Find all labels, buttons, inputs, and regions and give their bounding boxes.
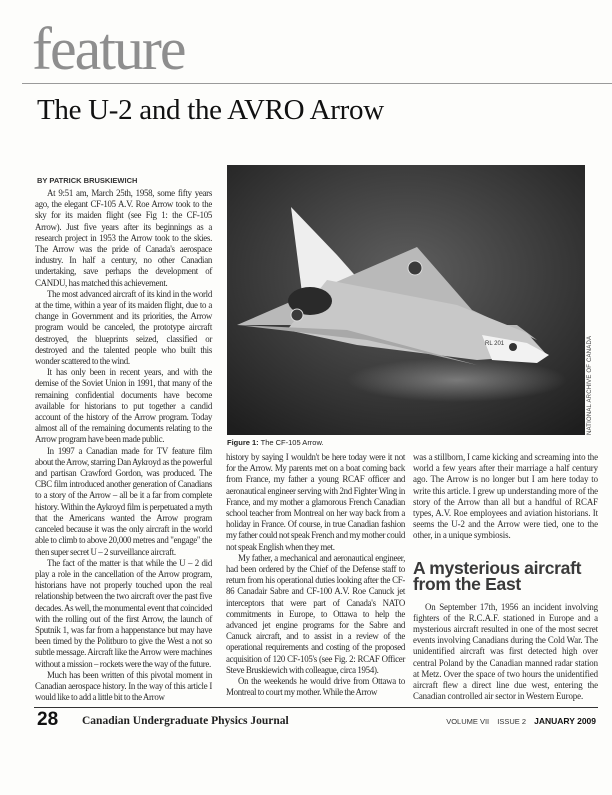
roundel [291,309,303,321]
caption-text: The CF-105 Arrow. [260,438,324,447]
figure-caption [227,438,324,448]
roundel [408,261,422,275]
paragraph: At 9:51 am, March 25th, 1958, some fifty years ago, the elegant CF-105 A.V. Roe Arrow took to the sky for its maiden flight (see Fig 1: the CF-105 Arrow). Just five years after its beginnings as a research project in 1953 the Arrow took to the skies. The Arrow was the pride of Canada's aerospace industry. In half a century, no other Canadian undertaking, save perhaps the development of CANDU, has matched this achievement. [35,188,212,288]
paragraph: Much has been written of this pivotal moment in Canadian aerospace history. In the way of this article I would like to add a little bit to the Arrow [35,669,212,703]
column-1 [35,188,212,703]
column-3 [413,452,598,702]
caption-label: Figure 1: [227,438,259,447]
arrow-aircraft-photo [227,165,585,435]
article-title: The U-2 and the AVRO Arrow [37,94,384,126]
paragraph: It has only been in recent years, and with the demise of the Soviet Union in 1991, that many of the remaining confidential documents have become available for historians to put together a candid account of the history of the Arrow program. Today almost all of the remaining documents relating to the Arrow program have been made public. [35,367,212,445]
volume: VOLUME VII [446,717,490,726]
roundel [509,343,517,351]
photo-credit: NATIONAL ARCHIVE OF CANADA [587,335,593,435]
paragraph: In 1997 a Canadian made for TV feature film about the Arrow, starring Dan Aykroyd as the powerful and partisan Crawford Gordon, was produced. The CBC film introduced another generation of Canadians to a story of the Arrow – all be it a far from complete history. Within the Aykroyd film is perpetuated a myth that the Americans wanted the Arrow program canceled because it was the only aircraft in the world able to climb to above 20,000 metres and "engage" the then super secret U – 2 surveillance aircraft. [35,445,212,557]
issue-info [440,716,596,727]
paragraph: On September 17th, 1956 an incident involving fighters of the R.C.A.F. stationed in Europe and a mysterious aircraft resulted in one of the most secret events involving Canadians during the Cold War. The unidentified aircraft was first detected high over central Poland by the Canadian manned radar station at Metz. Over the space of two hours the unidentified aircraft flew a direct line due west, entering the Canadian controlled air sector in Western Europe. [413,601,598,702]
header-divider [22,83,612,84]
byline: BY PATRICK BRUSKIEWICH [37,176,138,185]
paragraph: The fact of the matter is that while the U – 2 did play a role in the cancellation of the Arrow program, historians have not properly touched upon the real relationship between the two aircraft over the past five decades. As well, the monumental event that coincided with the rolling out of the first Arrow, the launch of Sputnik 1, was far from a happenstance but may have been timed by the Politburo to give the West a not so subtle message. Aircraft like the Arrow were machines without a mission – rockets were the way of the future. [35,557,212,669]
section-kicker: feature [32,16,185,82]
issue-date: JANUARY 2009 [534,716,596,726]
paragraph: history by saying I wouldn't be here today were it not for the Arrow. My parents met on a boat coming back from France, my father a young RCAF officer and aeronautical engineer serving with 2nd Fighter Wing in France, and my mother a glamorous French Canadian school teacher from Montreal on her way back from a holiday in France. Of course, in true Canadian fashion my father could not speak French and my mother could not speak English when they met. [226,452,405,552]
aircraft-marking: RL 201 [485,341,505,347]
paragraph: On the weekends he would drive from Ottawa to Montreal to court my mother. While the Arrow [226,676,405,698]
paragraph: The most advanced aircraft of its kind in the world at the time, within a year of its maiden flight, due to a change in Government and its priorities, the Arrow program would be canceled, the prototype aircraft destroyed, the blueprints seized, classified or destroyed and the talented people who built this wonder scattered to the wind. [35,288,212,367]
column-2 [226,452,405,698]
footer-divider [34,707,598,708]
paragraph: was a stillborn, I came kicking and screaming into the world a few years after their marriage a half century ago. The Arrow is no longer but I am here today to write this article. I grew up understanding more of the story of the Arrow than all but a handful of RCAF types, A.V. Roe employees and aviation historians. It seems the U-2 and the Arrow were tied, one to the other, in a unique symbiosis. [413,452,598,541]
page-number: 28 [37,709,59,730]
section-heading: A mysterious aircraft from the East [413,557,582,594]
issue: ISSUE 2 [497,717,527,726]
journal-name: Canadian Undergraduate Physics Journal [82,715,289,727]
paragraph: My father, a mechanical and aeronautical engineer, had been ordered by the Chief of the Defense staff to return from his operational duties looking after the CF-86 Canadair Sabre and CF-100 A.V. Roe Canuck jet interceptors that were part of Canada's NATO commitments in Europe, to Ottawa to help the advanced jet engine programs for the Sabre and Canuck aircraft, and to assist in a review of the operational requirements and costing of the proposed acquisition of 120 CF-105's (see Fig. 2: RCAF Officer Steve Bruskiewich with colleague, circa 1954). [226,552,405,675]
figure-arrow-photo [227,165,585,435]
